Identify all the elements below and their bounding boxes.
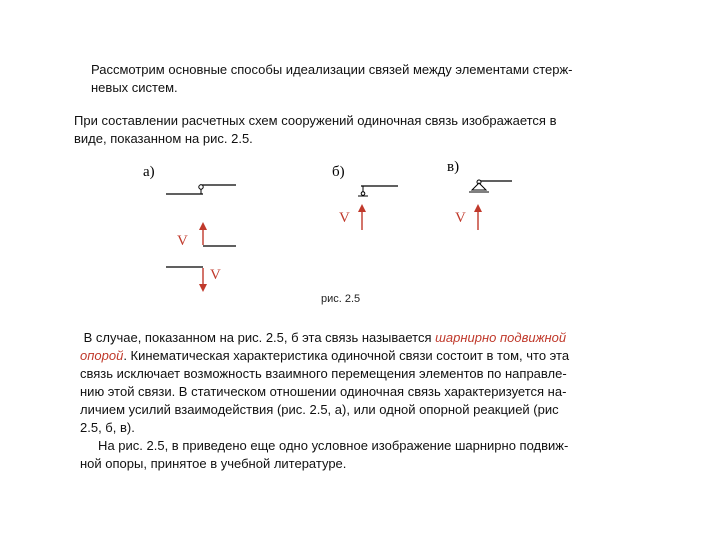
figure-label-b: б) [332,164,345,180]
support-line-3: связь исключает возможность взаимного перемещения элементов по направле- [80,366,567,381]
force-label-v: V [455,210,466,226]
intro-line-2: невых систем. [91,80,178,95]
force-label-a-bottom: V [210,267,221,283]
support-paragraph [80,329,569,473]
figure-caption: рис. 2.5 [321,293,361,305]
support-hinge-b [361,192,365,196]
support-line-2-rest: . Кинематическая характеристика одиночной связи состоит в том, что эта [123,348,570,363]
support-line-6: 2.5, б, в). [80,420,135,435]
force-label-b: V [339,210,350,226]
hinge-a-top [199,185,203,189]
support-line-1-start: В случае, показанном на рис. 2.5, б эта связь называется [80,330,436,345]
figure-label-v: в) [447,159,460,175]
support-line-4: нию этой связи. В статическом отношении одиночная связь характеризуется на- [80,384,567,399]
figure-label-a: а) [143,164,155,180]
force-label-a-top: V [177,233,188,249]
schemes-line-2: виде, показанном на рис. 2.5. [74,131,253,146]
support-triangle-v [472,183,486,190]
schemes-line-1: При составлении расчетных схем сооружений одиночная связь изображается в [74,113,557,128]
support-line-5: личием усилий взаимодействия (рис. 2.5, а), или одной опорной реакцией (рис [80,402,559,417]
intro-line-1: Рассмотрим основные способы идеализации связей между элементами стерж- [91,62,573,77]
term-support: опорой [80,348,124,363]
support-line-7: На рис. 2.5, в приведено еще одно условное изображение шарнирно подвиж- [80,438,569,453]
term-hinged-movable: шарнирно подвижной [435,330,567,345]
support-line-8: ной опоры, принятое в учебной литературе. [80,456,347,471]
